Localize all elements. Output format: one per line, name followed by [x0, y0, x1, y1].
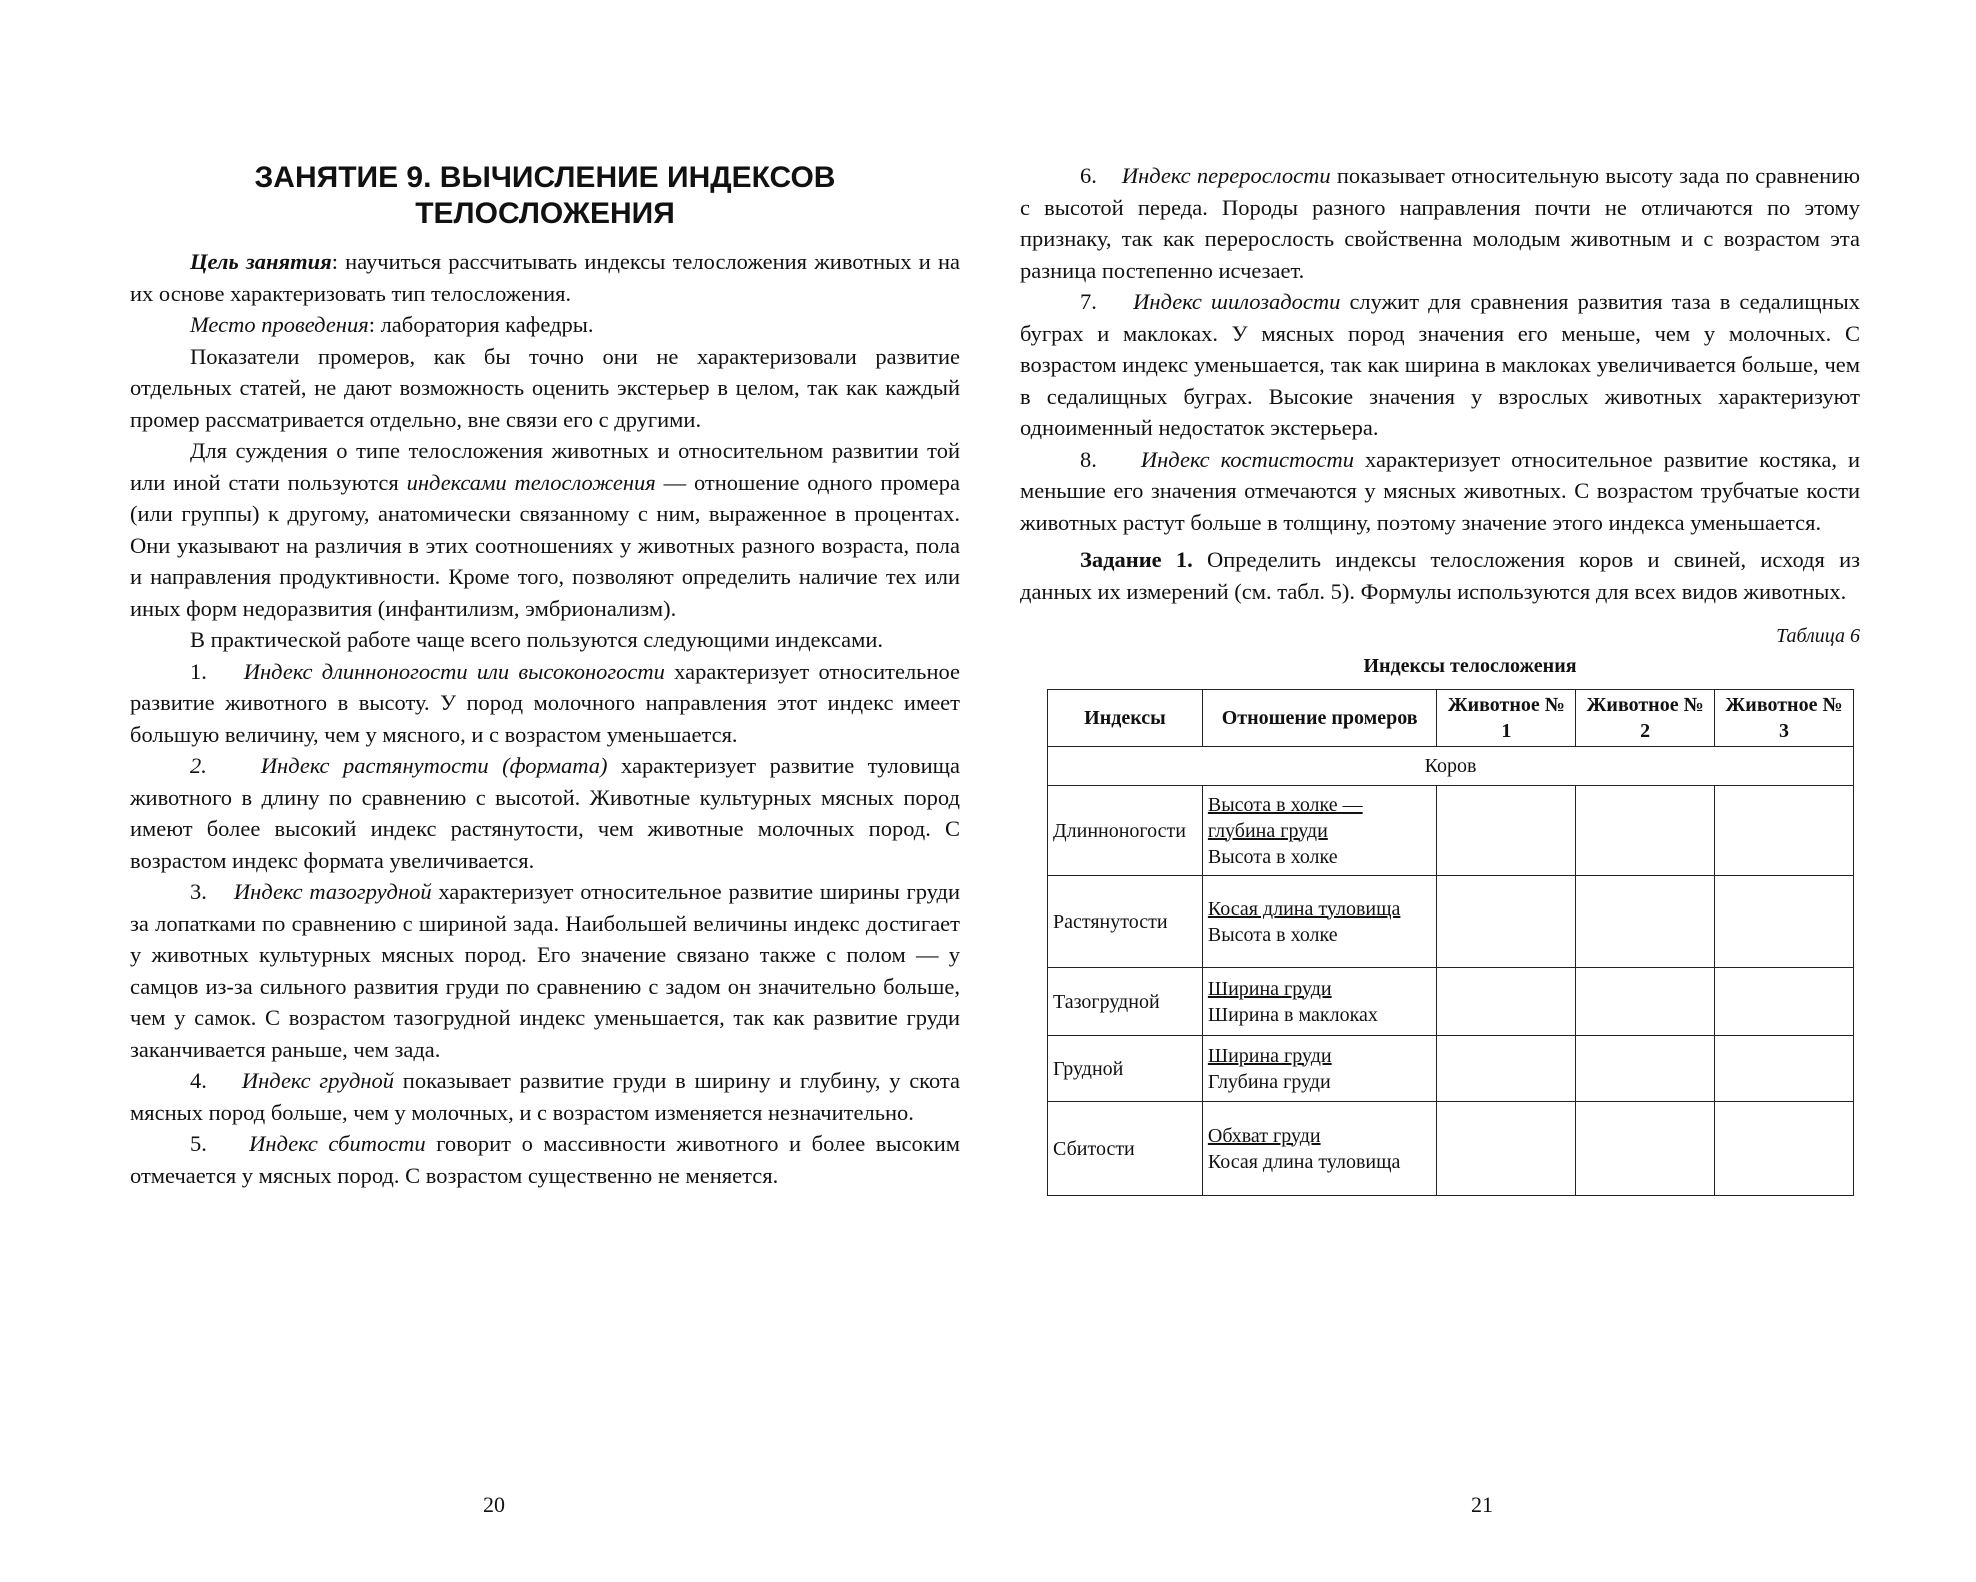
ratio-denominator: Косая длина туловища	[1207, 1150, 1401, 1173]
animal-2-cell	[1576, 876, 1715, 968]
header-animal-3: Животное № 3	[1715, 690, 1854, 747]
header-ratio: Отношение промеров	[1202, 690, 1437, 747]
item-term: Индекс длинноногости или высоконогости	[243, 658, 665, 684]
ratio-denominator: Высота в холке	[1207, 845, 1338, 868]
item-text: показывает развитие груди в ширину и глубину, у скота мясных пород больше, чем у молочных, и с возрастом изменяется незначительно.	[130, 1068, 961, 1125]
item-number: 4.	[190, 1068, 207, 1093]
animal-1-cell	[1437, 876, 1576, 968]
index-name: Грудной	[1048, 1036, 1203, 1102]
item-term: Индекс перерослости	[1121, 163, 1331, 188]
ratio-numerator: Обхват груди	[1207, 1124, 1321, 1147]
task-paragraph	[1020, 544, 1860, 607]
table-group-row	[1048, 747, 1854, 786]
index-name: Длинноногости	[1048, 786, 1203, 876]
paragraph-3: В практической работе чаще всего пользуются следующими индексами.	[190, 627, 884, 652]
item-number: 2.	[190, 753, 207, 778]
table-header-row	[1048, 690, 1854, 747]
item-text: характеризует развитие туловища животного в длину по сравнению с высотой. Животные культурных мясных пород имеют более высокий индекс растянутости, чем животные молочных пород. С возрастом индекс формата увеличивается.	[130, 753, 960, 873]
paragraph-2-start: Для суждения о типе телосложения животных и относительном развитии той или иной стати пользуются	[130, 438, 960, 495]
animal-2-cell	[1576, 1102, 1715, 1196]
task-label: Задание 1.	[1080, 547, 1193, 572]
page-number-right: 21	[1471, 1492, 1493, 1517]
item-number: 7.	[1080, 289, 1097, 314]
index-item-7	[1020, 286, 1860, 444]
right-column	[1020, 160, 1860, 1196]
index-name: Сбитости	[1048, 1102, 1203, 1196]
item-term: Индекс грудной	[241, 1068, 395, 1093]
place-label: Место проведения	[190, 312, 369, 337]
right-page	[988, 0, 1976, 1582]
ratio-cell	[1202, 968, 1437, 1036]
animal-2-cell	[1576, 1036, 1715, 1102]
animal-1-cell	[1437, 786, 1576, 876]
animal-3-cell	[1715, 786, 1854, 876]
index-item-6	[1020, 160, 1860, 286]
paragraph-2-end: — отношение одного промера (или группы) к другому, анатомически связанному с ним, выраженное в процентах. Они указывают на различия в этих соотношениях у животных разного возраста, пола и направления продуктивности. Кроме того, позволяют определить наличие тех или иных форм недоразвития (инфантилизм, эмбрионализм).	[130, 469, 960, 621]
index-item-4	[130, 1065, 960, 1128]
animal-3-cell	[1715, 1102, 1854, 1196]
animal-1-cell	[1437, 1036, 1576, 1102]
index-item-3	[130, 876, 960, 1065]
ratio-numerator: Косая длина туловища	[1207, 897, 1401, 920]
place-text: : лаборатория кафедры.	[368, 312, 594, 337]
paragraph-1: Показатели промеров, как бы точно они не характеризовали развитие отдельных статей, не дают возможность оценить экстерьер в целом, так как каждый промер рассматривается отдельно, вне связи его с другими.	[130, 343, 960, 432]
table-row	[1048, 876, 1854, 968]
index-item-2	[130, 750, 960, 876]
item-text: показывает относительную высоту зада по сравнению с высотой переда. Породы разного направления почти не отличаются по этому признаку, так как перерослость свойственна молодым животным и с возрастом эта разница постепенно исчезает.	[1020, 163, 1860, 283]
index-item-8	[1020, 444, 1860, 539]
item-number: 1.	[190, 658, 207, 684]
table-row	[1048, 1036, 1854, 1102]
animal-1-cell	[1437, 968, 1576, 1036]
title-line-2: ТЕЛОСЛОЖЕНИЯ	[415, 197, 675, 230]
item-text: характеризует относительное развитие животного в высоту. У пород молочного направления этот индекс имеет большую величину, чем у мясного, и с возрастом уменьшается.	[130, 658, 960, 747]
animal-3-cell	[1715, 876, 1854, 968]
item-number: 8.	[1080, 446, 1097, 472]
item-text: говорит о массивности животного и более высоким отмечается у мясных пород. С возрастом существенно не меняется.	[130, 1131, 960, 1188]
ratio-cell	[1202, 1036, 1437, 1102]
goal-paragraph	[130, 246, 960, 309]
item-number: 3.	[190, 879, 207, 904]
ratio-cell	[1202, 786, 1437, 876]
ratio-denominator: Высота в холке	[1207, 923, 1338, 946]
title-line-1: ЗАНЯТИЕ 9. ВЫЧИСЛЕНИЕ ИНДЕКСОВ	[254, 161, 836, 194]
ratio-numerator: Ширина груди	[1207, 1044, 1332, 1067]
animal-2-cell	[1576, 786, 1715, 876]
table-row	[1048, 968, 1854, 1036]
lesson-title	[130, 160, 960, 232]
task-text: Определить индексы телосложения коров и свиней, исходя из данных их измерений (см. табл. 5). Формулы используются для всех видов животных.	[1020, 547, 1860, 604]
ratio-denominator: Глубина груди	[1207, 1070, 1331, 1093]
index-name: Тазогрудной	[1048, 968, 1203, 1036]
index-item-5	[130, 1128, 960, 1191]
indices-table	[1047, 689, 1854, 1196]
paragraph-2	[130, 435, 960, 624]
item-text: характеризует относительное развитие ширины груди за лопатками по сравнению с шириной зада. Наибольшей величины индекс достигает у животных культурных мясных пород. Его значение связано также с полом — у самцов из-за сильного развития груди по сравнению с задом он значительно больше, чем у самок. С возрастом тазогрудной индекс уменьшается, так как развитие груди заканчивается раньше, чем зада.	[130, 879, 960, 1062]
item-term: Индекс костистости	[1140, 446, 1354, 472]
animal-1-cell	[1437, 1102, 1576, 1196]
page-number-left: 20	[483, 1492, 505, 1517]
ratio-denominator: Ширина в маклоках	[1207, 1003, 1378, 1026]
animal-3-cell	[1715, 968, 1854, 1036]
goal-text: : научиться рассчитывать индексы телосложения животных и на их основе характеризовать тип телосложения.	[130, 249, 960, 306]
table-caption: Таблица 6	[1776, 625, 1860, 647]
header-animal-2: Животное № 2	[1576, 690, 1715, 747]
table-row	[1048, 786, 1854, 876]
animal-3-cell	[1715, 1036, 1854, 1102]
index-name: Растянутости	[1048, 876, 1203, 968]
ratio-numerator: Ширина груди	[1207, 977, 1332, 1000]
ratio-cell	[1202, 876, 1437, 968]
left-column	[130, 160, 960, 1191]
animal-2-cell	[1576, 968, 1715, 1036]
goal-label: Цель занятия	[190, 249, 332, 274]
paragraph-2-term: индексами телосложения	[406, 469, 656, 495]
index-item-1	[130, 656, 960, 751]
item-text: характеризует относительное развитие костяка, и меньшие его значения отмечаются у мясных животных. С возрастом трубчатые кости животных растут больше в толщину, поэтому значение этого индекса уменьшается.	[1020, 446, 1860, 535]
item-number: 5.	[190, 1131, 207, 1156]
item-term: Индекс шилозадости	[1133, 289, 1341, 314]
header-indices: Индексы	[1048, 690, 1203, 747]
item-term: Индекс сбитости	[249, 1131, 426, 1156]
group-label: Коров	[1048, 747, 1854, 786]
header-animal-1: Животное № 1	[1437, 690, 1576, 747]
table-title: Индексы телосложения	[1363, 655, 1577, 677]
ratio-numerator: Высота в холке — глубина груди	[1207, 793, 1363, 842]
item-number: 6.	[1080, 163, 1097, 188]
item-term: Индекс растянутости (формата)	[260, 753, 608, 778]
ratio-cell	[1202, 1102, 1437, 1196]
table-row	[1048, 1102, 1854, 1196]
place-paragraph	[130, 309, 960, 341]
item-text: служит для сравнения развития таза в седалищных буграх и маклоках. У мясных пород значения его меньше, чем у молочных. С возрастом индекс уменьшается, так как ширина в маклоках увеличивается больше, чем в седалищных буграх. Высокие значения у взрослых животных характеризуют одноименный недостаток экстерьера.	[1020, 289, 1860, 440]
item-term: Индекс тазогрудной	[233, 879, 432, 904]
